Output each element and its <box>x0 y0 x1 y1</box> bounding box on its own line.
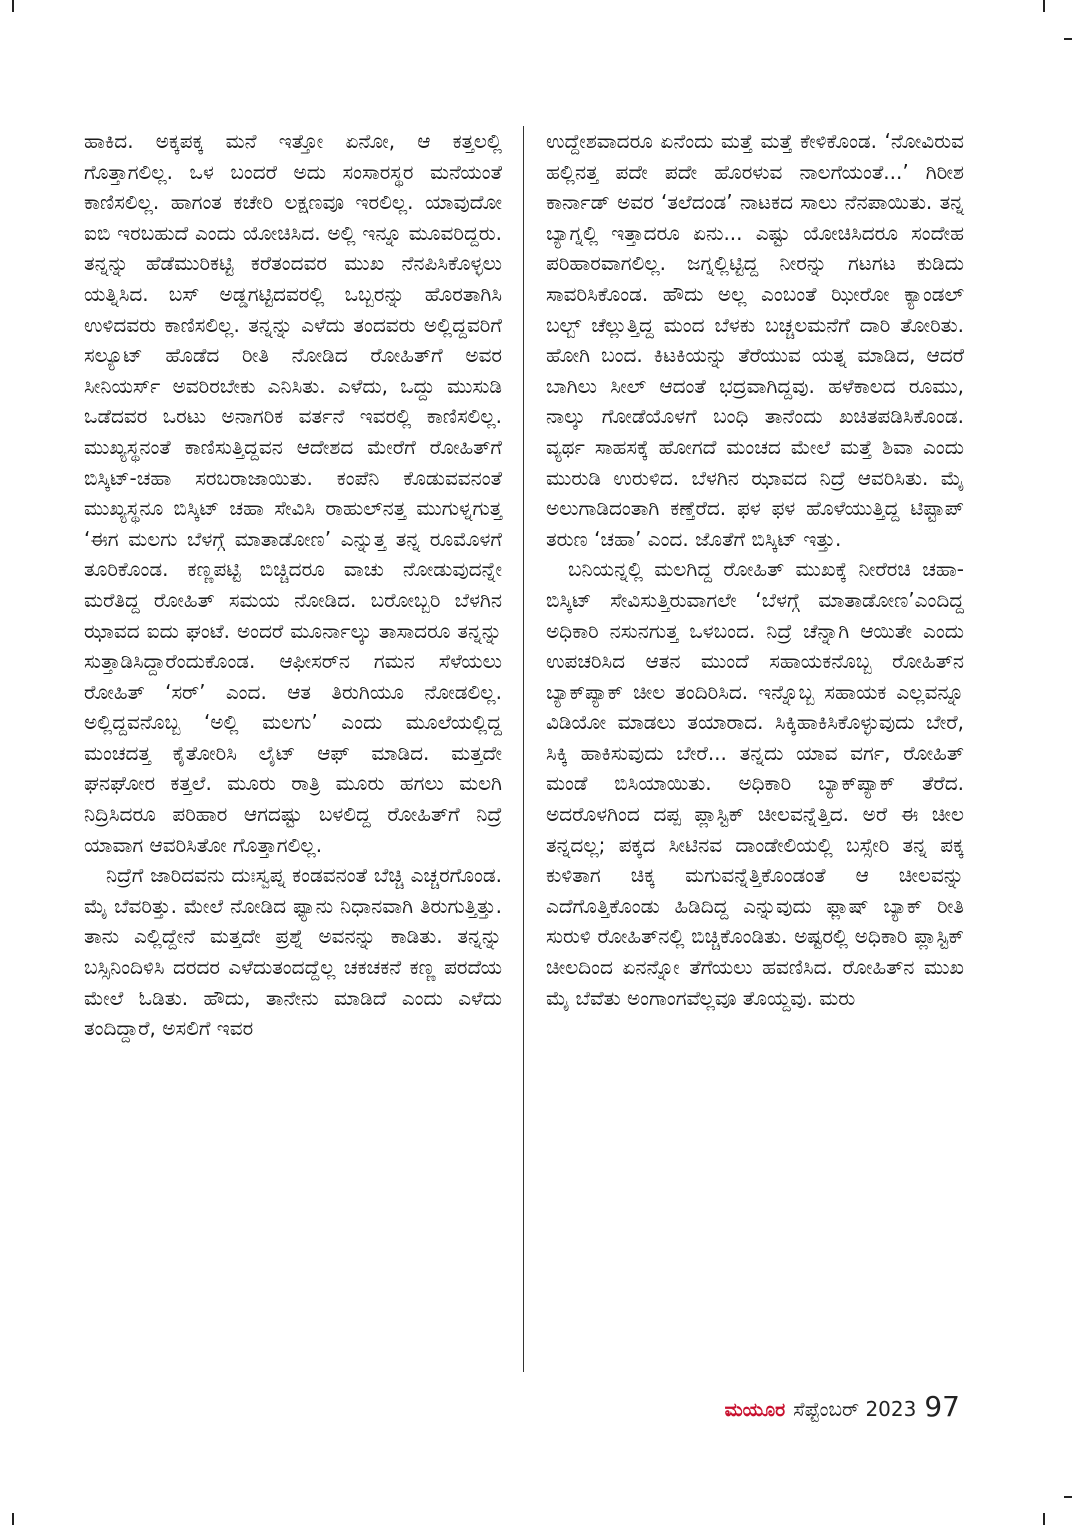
crop-mark-bottom-right <box>1043 1513 1045 1525</box>
crop-mark-top-right <box>1043 0 1045 12</box>
article-paragraph: ಉದ್ದೇಶವಾದರೂ ಏನೆಂದು ಮತ್ತೆ ಮತ್ತೆ ಕೇಳಿಕೊಂಡ. ‘ನೋವಿರುವ ಹಲ್ಲಿನತ್ತ ಪದೇ ಪದೇ ಹೊರಳುವ ನಾಲಗೆಯಂತೆ...’ ಗಿರೀಶ ಕಾರ್ನಾಡ್ ಅವರ ‘ತಲೆದಂಡ’ ನಾಟಕದ ಸಾಲು ನೆನಪಾಯಿತು. ತನ್ನ ಬ್ಯಾಗ್ನಲ್ಲಿ ಇತ್ತಾದರೂ ಏನು... ಎಷ್ಟು ಯೋಚಿಸಿದರೂ ಸಂದೇಹ ಪರಿಹಾರವಾಗಲಿಲ್ಲ. ಜಗ್ನಲ್ಲಿಟ್ಟಿದ್ದ ನೀರನ್ನು ಗಟಗಟ ಕುಡಿದು ಸಾವರಿಸಿಕೊಂಡ. ಹೌದು ಅಲ್ಲ ಎಂಬಂತೆ ಝೀರೋ ಕ್ಯಾಂಡಲ್ ಬಲ್ಬ್ ಚೆಲ್ಲುತ್ತಿದ್ದ ಮಂದ ಬೆಳಕು ಬಚ್ಚಲಮನೆಗೆ ದಾರಿ ತೋರಿತು. ಹೋಗಿ ಬಂದ. ಕಿಟಕಿಯನ್ನು ತೆರೆಯುವ ಯತ್ನ ಮಾಡಿದ, ಆದರೆ ಬಾಗಿಲು ಸೀಲ್ ಆದಂತೆ ಭದ್ರವಾಗಿದ್ದವು. ಹಳೆಕಾಲದ ರೂಮು, ನಾಲ್ಕು ಗೋಡೆಯೊಳಗೆ ಬಂಧಿ ತಾನೆಂದು ಖಚಿತಪಡಿಸಿಕೊಂಡ. ವ್ಯರ್ಥ ಸಾಹಸಕ್ಕೆ ಹೋಗದೆ ಮಂಚದ ಮೇಲೆ ಮತ್ತೆ ಶಿವಾ ಎಂದು ಮುರುಡಿ ಉರುಳಿದ. ಬೆಳಗಿನ ಝಾವದ ನಿದ್ರೆ ಆವರಿಸಿತು. ಮೈ ಅಲುಗಾಡಿದಂತಾಗಿ ಕಣ್ತೆರೆದ. ಫಳ ಫಳ ಹೊಳೆಯುತ್ತಿದ್ದ ಟಿಪ್ಟಾಪ್ ತರುಣ ‘ಚಹಾ’ ಎಂದ. ಜೊತೆಗೆ ಬಿಸ್ಕಿಟ್ ಇತ್ತು. <box>546 129 964 551</box>
crop-mark-bottom-left <box>12 1513 14 1525</box>
crop-mark-right-lower <box>1064 1496 1072 1498</box>
crop-mark-top-left <box>12 0 14 12</box>
issue-date: ಸೆಪ್ಟೆಂಬರ್ 2023 <box>793 1397 917 1421</box>
magazine-logo: ಮಯೂರ <box>724 1399 786 1421</box>
crop-mark-right-upper <box>1064 38 1072 40</box>
article-paragraph: ಬನಿಯನ್ನಲ್ಲಿ ಮಲಗಿದ್ದ ರೋಹಿತ್ ಮುಖಕ್ಕೆ ನೀರೆರಚಿ ಚಹಾ-ಬಿಸ್ಕಿಟ್ ಸೇವಿಸುತ್ತಿರುವಾಗಲೇ ‘ಬೆಳಗ್ಗೆ ಮಾತಾಡೋಣ’ಎಂದಿದ್ದ ಅಧಿಕಾರಿ ನಸುನಗುತ್ತ ಒಳಬಂದ. ನಿದ್ರೆ ಚೆನ್ನಾಗಿ ಆಯಿತೇ ಎಂದು ಉಪಚರಿಸಿದ ಆತನ ಮುಂದೆ ಸಹಾಯಕನೊಬ್ಬ ರೋಹಿತ್‌ನ ಬ್ಯಾಕ್‌ಪ್ಯಾಕ್ ಚೀಲ ತಂದಿರಿಸಿದ. ಇನ್ನೊಬ್ಬ ಸಹಾಯಕ ಎಲ್ಲವನ್ನೂ ವಿಡಿಯೋ ಮಾಡಲು ತಯಾರಾದ. ಸಿಕ್ಕಿಹಾಕಿಸಿಕೊಳ್ಳುವುದು ಬೇರೆ, ಸಿಕ್ಕಿ ಹಾಕಿಸುವುದು ಬೇರೆ... ತನ್ನದು ಯಾವ ವರ್ಗ, ರೋಹಿತ್ ಮಂಡೆ ಬಿಸಿಯಾಯಿತು. ಅಧಿಕಾರಿ ಬ್ಯಾಕ್‌ಪ್ಯಾಕ್ ತೆರೆದ. ಅದರೊಳಗಿಂದ ದಪ್ಪ ಪ್ಲಾಸ್ಟಿಕ್ ಚೀಲವನ್ನೆತ್ತಿದ. ಅರೆ ಈ ಚೀಲ ತನ್ನದಲ್ಲ; ಪಕ್ಕದ ಸೀಟಿನವ ದಾಂಡೇಲಿಯಲ್ಲಿ ಬಸ್ಸೇರಿ ತನ್ನ ಪಕ್ಕ ಕುಳಿತಾಗ ಚಿಕ್ಕ ಮಗುವನ್ನೆತ್ತಿಕೊಂಡಂತೆ ಆ ಚೀಲವನ್ನು ಎದೆಗೊತ್ತಿಕೊಂಡು ಹಿಡಿದಿದ್ದ ಎನ್ನುವುದು ಫ್ಲಾಷ್ ಬ್ಯಾಕ್ ರೀತಿ ಸುರುಳಿ ರೋಹಿತ್‌ನಲ್ಲಿ ಬಿಚ್ಚಿಕೊಂಡಿತು. ಅಷ್ಟರಲ್ಲಿ ಅಧಿಕಾರಿ ಪ್ಲಾಸ್ಟಿಕ್ ಚೀಲದಿಂದ ಏನನ್ನೋ ತೆಗೆಯಲು ಹವಣಿಸಿದ. ರೋಹಿತ್‌ನ ಮುಖ ಮೈ ಬೆವೆತು ಅಂಗಾಂಗವೆಲ್ಲವೂ ತೊಯ್ದವು. ಮರು <box>546 557 964 1010</box>
column-divider <box>523 126 524 1372</box>
page-footer <box>725 1390 960 1423</box>
left-column <box>84 126 502 1044</box>
article-paragraph: ನಿದ್ರೆಗೆ ಜಾರಿದವನು ದುಃಸ್ವಪ್ನ ಕಂಡವನಂತೆ ಬೆಚ್ಚಿ ಎಚ್ಚರಗೊಂಡ. ಮೈ ಬೆವರಿತ್ತು. ಮೇಲೆ ನೋಡಿದ ಫ್ಯಾನು ನಿಧಾನವಾಗಿ ತಿರುಗುತ್ತಿತ್ತು. ತಾನು ಎಲ್ಲಿದ್ದೇನೆ ಮತ್ತದೇ ಪ್ರಶ್ನೆ ಅವನನ್ನು ಕಾಡಿತು. ತನ್ನನ್ನು ಬಸ್ಸಿನಿಂದಿಳಿಸಿ ದರದರ ಎಳೆದುತಂದದ್ದೆಲ್ಲ ಚಕಚಕನೆ ಕಣ್ಣ ಪರದೆಯ ಮೇಲೆ ಓಡಿತು. ಹೌದು, ತಾನೇನು ಮಾಡಿದೆ ಎಂದು ಎಳೆದು ತಂದಿದ್ದಾರೆ, ಅಸಲಿಗೆ ಇವರ <box>84 863 502 1041</box>
right-column <box>546 126 964 1013</box>
article-paragraph: ಹಾಕಿದ. ಅಕ್ಕಪಕ್ಕ ಮನೆ ಇತ್ತೋ ಏನೋ, ಆ ಕತ್ತಲಲ್ಲಿ ಗೊತ್ತಾಗಲಿಲ್ಲ. ಒಳ ಬಂದರೆ ಅದು ಸಂಸಾರಸ್ಥರ ಮನೆಯಂತೆ ಕಾಣಿಸಲಿಲ್ಲ. ಹಾಗಂತ ಕಚೇರಿ ಲಕ್ಷಣವೂ ಇರಲಿಲ್ಲ. ಯಾವುದೋ ಐಬಿ ಇರಬಹುದೆ ಎಂದು ಯೋಚಿಸಿದ. ಅಲ್ಲಿ ಇನ್ನೂ ಮೂವರಿದ್ದರು. ತನ್ನನ್ನು ಹೆಡೆಮುರಿಕಟ್ಟಿ ಕರೆತಂದವರ ಮುಖ ನೆನಪಿಸಿಕೊಳ್ಳಲು ಯತ್ನಿಸಿದ. ಬಸ್ ಅಡ್ಡಗಟ್ಟಿದವರಲ್ಲಿ ಒಬ್ಬರನ್ನು ಹೊರತಾಗಿಸಿ ಉಳಿದವರು ಕಾಣಿಸಲಿಲ್ಲ. ತನ್ನನ್ನು ಎಳೆದು ತಂದವರು ಅಲ್ಲಿದ್ದವರಿಗೆ ಸಲ್ಯೂಟ್ ಹೊಡೆದ ರೀತಿ ನೋಡಿದ ರೋಹಿತ್‌ಗೆ ಅವರ ಸೀನಿಯರ್ಸ್ ಅವರಿರಬೇಕು ಎನಿಸಿತು. ಎಳೆದು, ಒದ್ದು ಮುಸುಡಿ ಒಡೆದವರ ಒರಟು ಅನಾಗರಿಕ ವರ್ತನೆ ಇವರಲ್ಲಿ ಕಾಣಿಸಲಿಲ್ಲ. ಮುಖ್ಯಸ್ಥನಂತೆ ಕಾಣಿಸುತ್ತಿದ್ದವನ ಆದೇಶದ ಮೇರೆಗೆ ರೋಹಿತ್‌ಗೆ ಬಿಸ್ಕಿಟ್-ಚಹಾ ಸರಬರಾಜಾಯಿತು. ಕಂಪೆನಿ ಕೊಡುವವನಂತೆ ಮುಖ್ಯಸ್ಥನೂ ಬಿಸ್ಕಿಟ್ ಚಹಾ ಸೇವಿಸಿ ರಾಹುಲ್‌ನತ್ತ ಮುಗುಳ್ನಗುತ್ತ ‘ಈಗ ಮಲಗು ಬೆಳಗ್ಗೆ ಮಾತಾಡೋಣ’ ಎನ್ನುತ್ತ ತನ್ನ ರೂಮೊಳಗೆ ತೂರಿಕೊಂಡ. ಕಣ್ಣಪಟ್ಟಿ ಬಿಚ್ಚಿದರೂ ವಾಚು ನೋಡುವುದನ್ನೇ ಮರೆತಿದ್ದ ರೋಹಿತ್ ಸಮಯ ನೋಡಿದ. ಬರೋಬ್ಬರಿ ಬೆಳಗಿನ ಝಾವದ ಐದು ಘಂಟೆ. ಅಂದರೆ ಮೂರ್ನಾಲ್ಕು ತಾಸಾದರೂ ತನ್ನನ್ನು ಸುತ್ತಾಡಿಸಿದ್ದಾರೆಂದುಕೊಂಡ. ಆಫೀಸರ್‌ನ ಗಮನ ಸೆಳೆಯಲು ರೋಹಿತ್ ‘ಸರ್’ ಎಂದ. ಆತ ತಿರುಗಿಯೂ ನೋಡಲಿಲ್ಲ. ಅಲ್ಲಿದ್ದವನೊಬ್ಬ ‘ಅಲ್ಲಿ ಮಲಗು’ ಎಂದು ಮೂಲೆಯಲ್ಲಿದ್ದ ಮಂಚದತ್ತ ಕೈತೋರಿಸಿ ಲೈಟ್ ಆಫ್ ಮಾಡಿದ. ಮತ್ತದೇ ಘನಘೋರ ಕತ್ತಲೆ. ಮೂರು ರಾತ್ರಿ ಮೂರು ಹಗಲು ಮಲಗಿ ನಿದ್ರಿಸಿದರೂ ಪರಿಹಾರ ಆಗದಷ್ಟು ಬಳಲಿದ್ದ ರೋಹಿತ್‌ಗೆ ನಿದ್ರೆ ಯಾವಾಗ ಆವರಿಸಿತೋ ಗೊತ್ತಾಗಲಿಲ್ಲ. <box>84 129 502 857</box>
page-number: 97 <box>924 1390 960 1423</box>
